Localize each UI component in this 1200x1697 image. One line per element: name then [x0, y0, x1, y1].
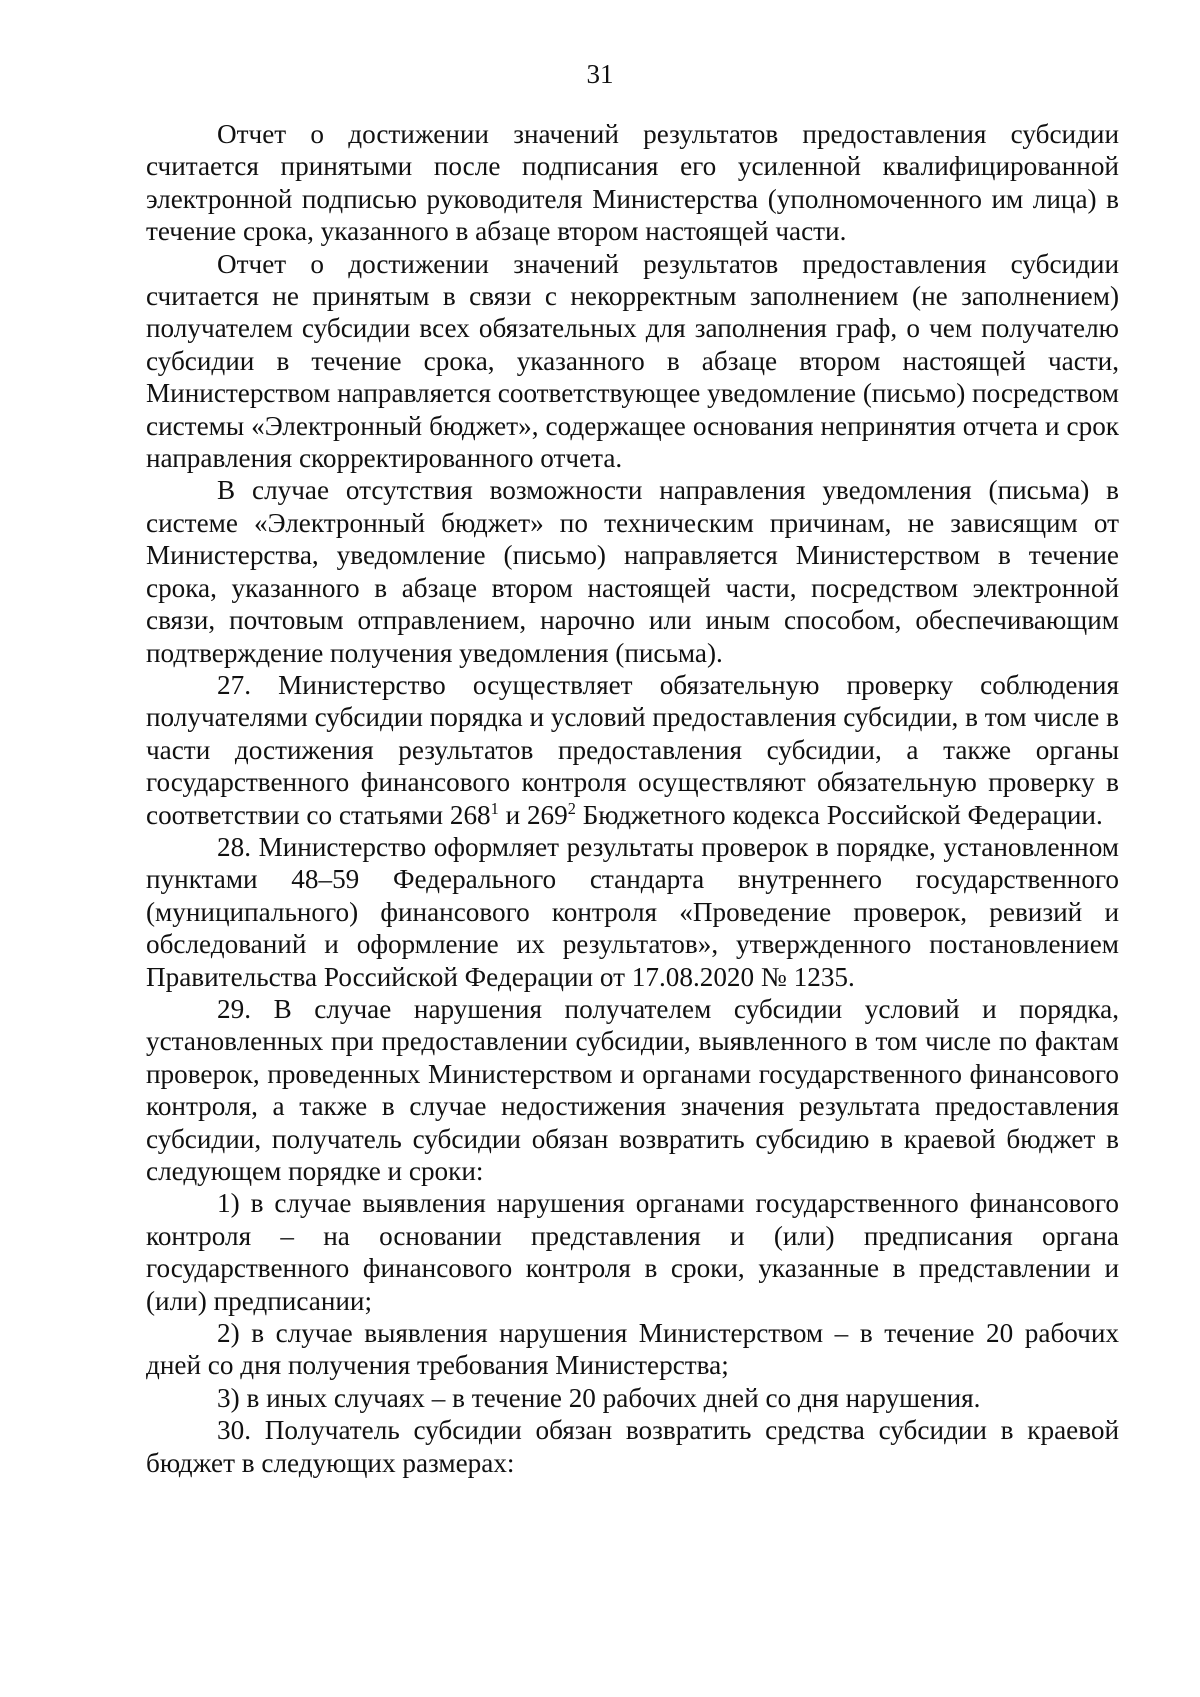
superscript: 2: [567, 798, 576, 818]
paragraph-28: 28. Министерство оформляет результаты проверок в порядке, установленном пунктами 48–59 Федерального стандарта внутреннего государственного (муниципального) финансового контроля «Проведение проверок, ревизий и обследований и оформление их результатов», утвержденного постановлением Правительства Российской Федерации от 17.08.2020 № 1235.: [146, 831, 1119, 992]
superscript: 1: [490, 798, 499, 818]
paragraph: В случае отсутствия возможности направления уведомления (письма) в системе «Электронный бюджет» по техническим причинам, не зависящим от Министерства, уведомление (письмо) направляется Министерством в течение срока, указанного в абзаце втором настоящей части, посредством электронной связи, почтовым отправлением, нарочно или иным способом, обеспечивающим подтверждение получения уведомления (письма).: [146, 475, 1119, 668]
paragraph-27-text-2: и 269: [498, 799, 568, 830]
paragraph-27-text-3: Бюджетного кодекса Российской Федерации.: [575, 799, 1103, 830]
list-item: 2) в случае выявления нарушения Министерством – в течение 20 рабочих дней со дня получения требования Министерства;: [146, 1318, 1119, 1381]
paragraph: Отчет о достижении значений результатов предоставления субсидии считается не принятым в связи с некорректным заполнением (не заполнением) получателем субсидии всех обязательных для заполнения граф, о чем получателю субсидии в течение срока, указанного в абзаце втором настоящей части, Министерством направляется соответствующее уведомление (письмо) посредством системы «Электронный бюджет», содержащее основания непринятия отчета и срок направления скорректированного отчета.: [146, 248, 1120, 474]
paragraph-27: [146, 669, 1119, 831]
paragraph-29: 29. В случае нарушения получателем субсидии условий и порядка, установленных при предоставлении субсидии, выявленного в том числе по фактам проверок, проведенных Министерством и органами государственного финансового контроля, а также в случае недостижения значения результата предоставления субсидии, получатель субсидии обязан возвратить субсидию в краевой бюджет в следующем порядке и сроки:: [146, 993, 1119, 1186]
page-number: 31: [586, 59, 614, 89]
document-body: [146, 118, 1119, 1479]
list-item: 1) в случае выявления нарушения органами государственного финансового контроля – на основании представления и (или) предписания органа государственного финансового контроля в сроки, указанные в представлении и (или) предписании;: [146, 1188, 1119, 1316]
paragraph: Отчет о достижении значений результатов предоставления субсидии считается принятыми после подписания его усиленной квалифицированной электронной подписью руководителя Министерства (уполномоченного им лица) в течение срока, указанного в абзаце втором настоящей части.: [146, 119, 1119, 247]
paragraph-30: 30. Получатель субсидии обязан возвратить средства субсидии в краевой бюджет в следующих размерах:: [146, 1415, 1119, 1478]
list-item: 3) в иных случаях – в течение 20 рабочих дней со дня нарушения.: [217, 1382, 981, 1413]
paragraph-27-text-1: 27. Министерство осуществляет обязательную проверку соблюдения получателями субсидии порядка и условий предоставления субсидии, в том числе в части достижения результатов предоставления субсидии, а также органы государственного финансового контроля осуществляют обязательную проверку в соответствии со статьями 268: [146, 669, 1119, 830]
